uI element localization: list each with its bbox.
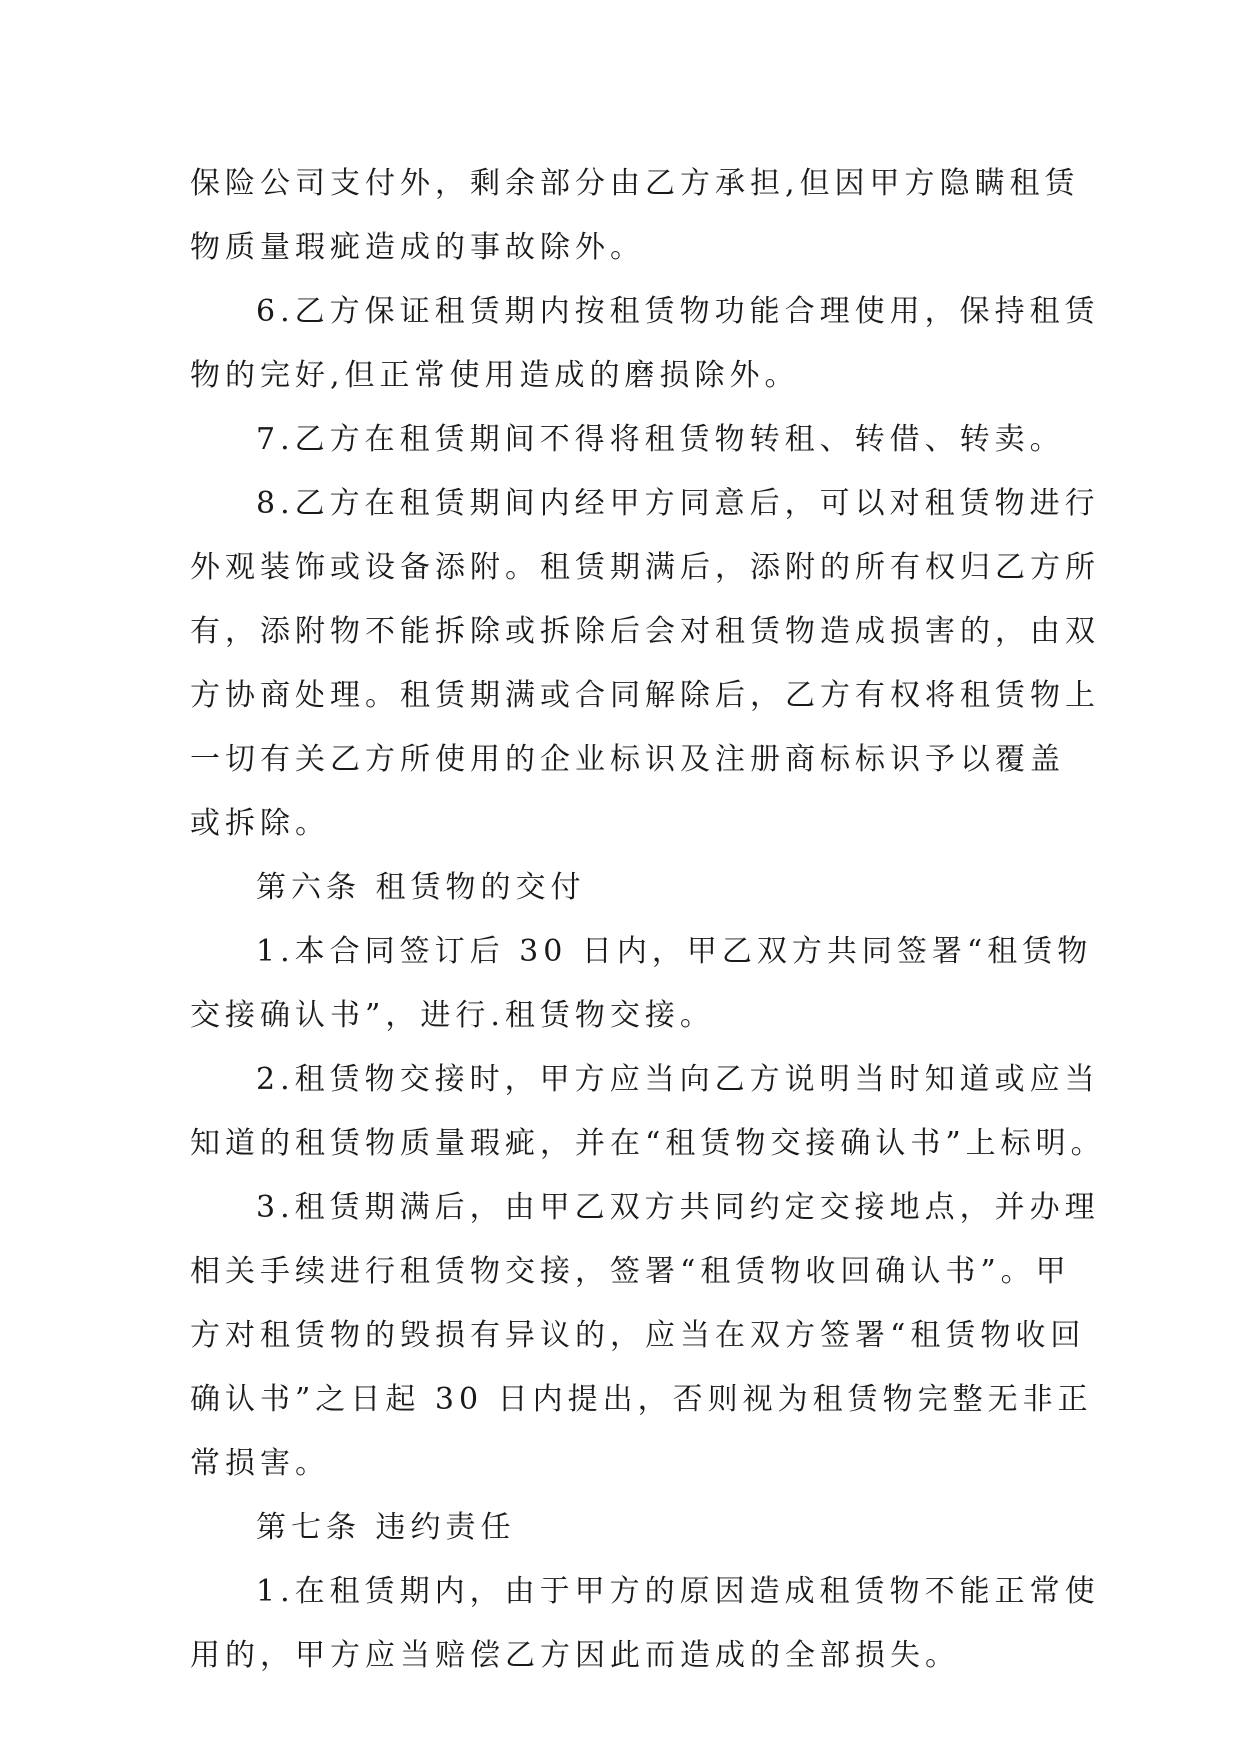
text-line: 或拆除。 (190, 806, 330, 841)
article-6-clause-2: 2.租赁物交接时，甲方应当向乙方说明当时知道或应当 (256, 1062, 1100, 1097)
article-6-clause-3: 3.租赁期满后，由甲乙双方共同约定交接地点，并办理 (256, 1190, 1100, 1225)
clause-6: 6.乙方保证租赁期内按租赁物功能合理使用，保持租赁 (256, 294, 1100, 329)
text-line: 用的，甲方应当赔偿乙方因此而造成的全部损失。 (190, 1638, 960, 1673)
text-line: 方协商处理。租赁期满或合同解除后，乙方有权将租赁物上 (190, 678, 1100, 713)
text-line: 相关手续进行租赁物交接，签署“租赁物收回确认书”。甲 (190, 1254, 1071, 1289)
text-line: 确认书”之日起 30 日内提出，否则视为租赁物完整无非正 (190, 1382, 1093, 1417)
text-line: 一切有关乙方所使用的企业标识及注册商标标识予以覆盖 (190, 742, 1065, 777)
text-line: 常损害。 (190, 1446, 330, 1481)
article-6-clause-1: 1.本合同签订后 30 日内，甲乙双方共同签署“租赁物 (256, 934, 1093, 969)
text-line: 交接确认书”，进行.租赁物交接。 (190, 998, 715, 1033)
article-6-heading: 第六条 租赁物的交付 (256, 870, 586, 905)
text-line: 保险公司支付外，剩余部分由乙方承担,但因甲方隐瞒租赁 (190, 166, 1080, 201)
text-line: 外观装饰或设备添附。租赁期满后，添附的所有权归乙方所 (190, 550, 1100, 585)
clause-8: 8.乙方在租赁期间内经甲方同意后，可以对租赁物进行 (256, 486, 1100, 521)
document-body (190, 152, 1106, 1688)
clause-7: 7.乙方在租赁期间不得将租赁物转租、转借、转卖。 (256, 422, 1065, 457)
text-line: 方对租赁物的毁损有异议的，应当在双方签署“租赁物收回 (190, 1318, 1086, 1353)
text-line: 物质量瑕疵造成的事故除外。 (190, 230, 645, 265)
text-line: 物的完好,但正常使用造成的磨损除外。 (190, 358, 800, 393)
text-line: 知道的租赁物质量瑕疵，并在“租赁物交接确认书”上标明。 (190, 1126, 1106, 1161)
article-7-heading: 第七条 违约责任 (256, 1510, 516, 1545)
text-line: 有，添附物不能拆除或拆除后会对租赁物造成损害的，由双 (190, 614, 1100, 649)
article-7-clause-1: 1.在租赁期内，由于甲方的原因造成租赁物不能正常使 (256, 1574, 1100, 1609)
